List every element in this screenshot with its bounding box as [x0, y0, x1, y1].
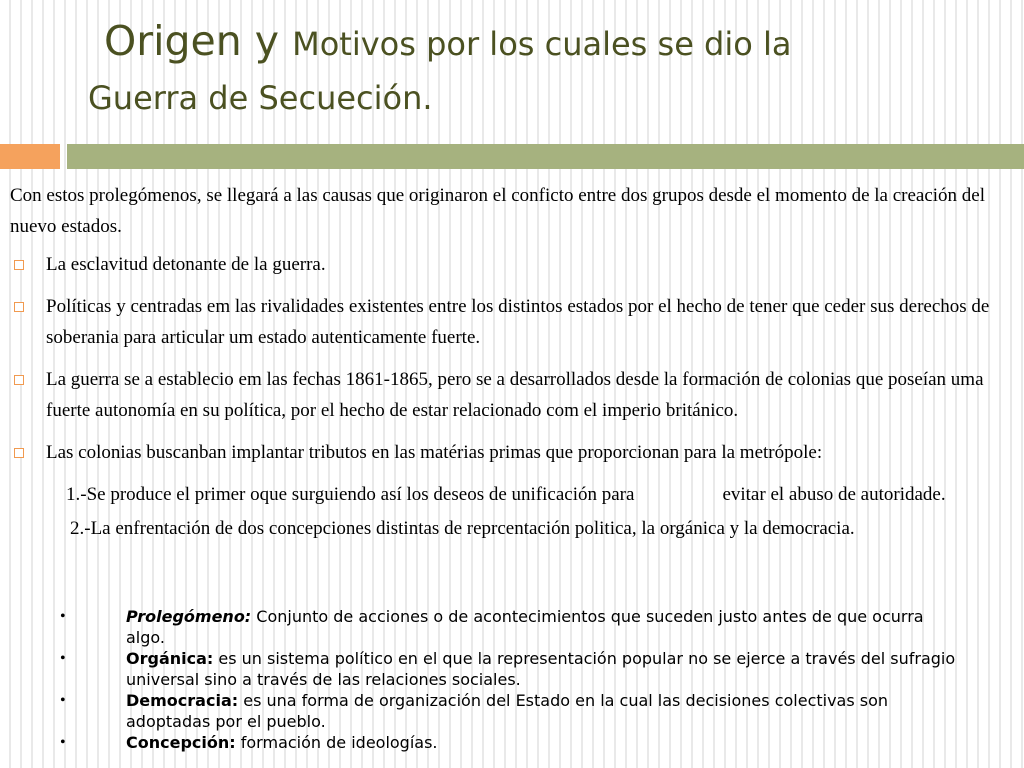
- square-bullet-icon: [14, 302, 24, 312]
- title-part-motivos: Motivos por los cuales se dio la: [292, 25, 792, 63]
- glossary-item-concepcion: [60, 732, 960, 753]
- point-1-text-b: evitar el abuso de autoridade.: [722, 484, 946, 505]
- square-bullet-icon: [14, 375, 24, 385]
- bullet-dot-icon: •: [60, 608, 66, 625]
- glossary-definition: formación de ideologías.: [235, 733, 438, 752]
- glossary-term: Prolegómeno:: [126, 607, 252, 626]
- title-part-origen: Origen y: [104, 17, 293, 65]
- glossary-item-democracia: [60, 690, 960, 732]
- intro-paragraph: Con estos prolegómenos, se llegará a las causas que originaron el conficto entre dos grupos desde el momento de la creación del nuevo estados.: [10, 185, 986, 237]
- bullet-item: [10, 249, 1016, 280]
- bullet-item: [10, 291, 1016, 353]
- point-1-text-a: 1.-Se produce el primer oque surguiendo así los deseos de unificación para: [66, 484, 635, 505]
- bullet-text: La esclavitud detonante de la guerra.: [46, 254, 326, 275]
- accent-bar-orange: [0, 144, 60, 169]
- numbered-point-1: [10, 479, 1016, 510]
- glossary-definition: es una forma de organización del Estado en la cual las decisiones colectivas son adoptadas por el pueblo.: [126, 691, 889, 731]
- accent-bar-green: [67, 144, 1024, 169]
- glossary-item-organica: [60, 648, 960, 690]
- glossary-item-prolegomeno: [60, 606, 960, 648]
- square-bullet-icon: [14, 260, 24, 270]
- glossary-list: [60, 606, 960, 753]
- bullet-item: [10, 364, 1016, 426]
- bullet-text: Políticas y centradas em las rivalidades existentes entre los distintos estados por el hecho de tener que ceder sus derechos de soberania para articular um estado autenticamente fuerte.: [46, 296, 990, 348]
- glossary-term: Democracia:: [126, 691, 239, 710]
- slide-body: [10, 180, 1016, 544]
- bullet-dot-icon: •: [60, 650, 66, 667]
- bullet-text: La guerra se a establecio em las fechas 1861-1865, pero se a desarrollados desde la formación de colonias que poseían uma fuerte autonomía en su política, por el hecho de estar relacionado com el imperio británico.: [46, 369, 984, 421]
- bullet-text: Las colonias buscanban implantar tributos en las matérias primas que proporcionan para la metrópole:: [46, 442, 823, 463]
- bullet-dot-icon: •: [60, 734, 66, 751]
- glossary-term: Concepción:: [126, 733, 236, 752]
- slide-title: [88, 14, 988, 125]
- title-part-guerra: Guerra de Secueción.: [88, 79, 433, 117]
- numbered-point-2: 2.-La enfrentación de dos concepciones distintas de reprcentación politica, la orgánica y la democracia.: [70, 518, 855, 539]
- glossary-definition: Conjunto de acciones o de acontecimientos que suceden justo antes de que ocurra algo.: [126, 607, 924, 647]
- bullet-dot-icon: •: [60, 692, 66, 709]
- glossary-term: Orgánica:: [126, 649, 214, 668]
- bullet-item: [10, 437, 1016, 468]
- glossary-definition: es un sistema político en el que la representación popular no se ejerce a través del sufragio universal sino a través de las relaciones sociales.: [126, 649, 956, 689]
- square-bullet-icon: [14, 448, 24, 458]
